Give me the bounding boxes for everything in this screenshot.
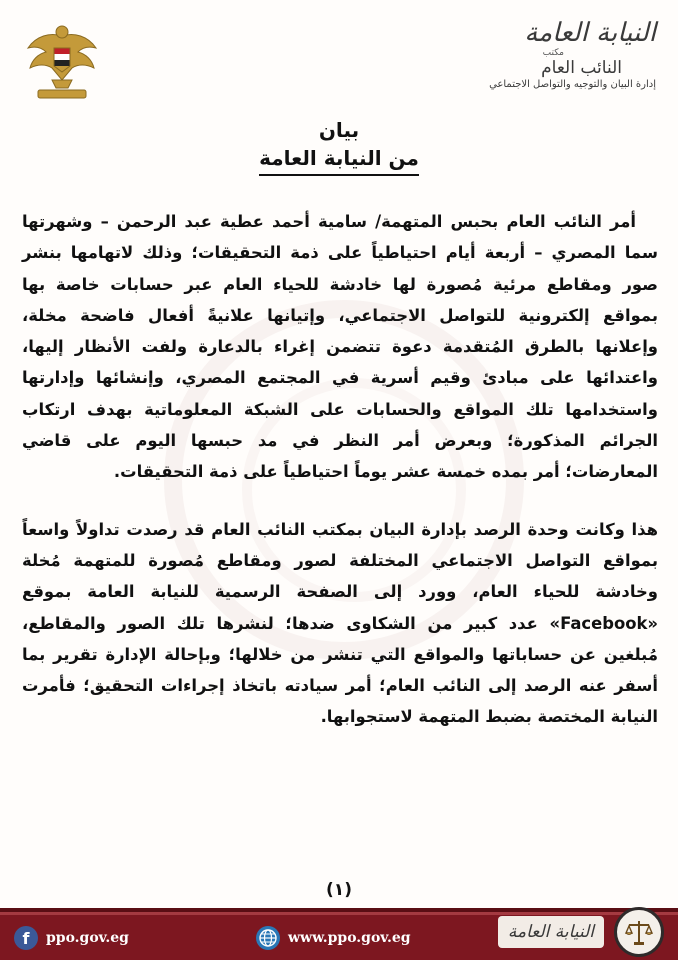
scales-seal-icon: [614, 907, 664, 957]
page-number: (١): [326, 880, 352, 900]
facebook-handle: ppo.gov.eg: [46, 930, 129, 946]
department-name: إدارة البيان والتوجيه والتواصل الاجتماعي: [489, 79, 656, 90]
header-organization: [416, 18, 656, 92]
website-url: www.ppo.gov.eg: [288, 930, 411, 946]
office-name: النائب العام: [541, 58, 622, 78]
eagle-emblem-icon: [22, 18, 102, 106]
footer-facebook-link[interactable]: [14, 926, 129, 950]
statement-title-block: [0, 116, 678, 176]
globe-icon: [256, 926, 280, 950]
paragraph-1: أمر النائب العام بحبس المتهمة/ سامية أحمد عطية عبد الرحمن – وشهرتها سما المصري – أربعة أيام احتياطياً على ذمة التحقيقات؛ وذلك لاتهامها بنشر صور ومقاطع مرئية مُصورة لها خادشة للحياء العام عبر حسابات خاصة بها بمواقع إلكترونية للتواصل الاجتماعي، وإتيانها علانيةً أفعال فاضحة مخلة، وإعلانها بالطرق المُتقدمة دعوة تتضمن إغراء بالدعارة ولفت الأنظار إليها، واعتدائها على مبادئ وقيم أسرية في المجتمع المصري، وإنشائها وإدارتها واستخدامها تلك المواقع والحسابات على الشبكة المعلوماتية بهدف ارتكاب الجرائم المذكورة؛ وبعرض أمر النظر في مد حبسها اليوم على قاضي المعارضات؛ أمر بمده خمسة عشر يوماً احتياطياً على ذمة التحقيقات.: [22, 212, 658, 482]
facebook-icon: f: [14, 926, 38, 950]
statement-subtitle: من النيابة العامة: [259, 144, 419, 176]
org-name: النيابة العامة: [524, 18, 656, 48]
statement-title: بيان: [318, 118, 360, 142]
footer-website-link[interactable]: [256, 926, 411, 950]
statement-body: [22, 206, 658, 759]
paragraph-2: هذا وكانت وحدة الرصد بإدارة البيان بمكتب النائب العام قد رصدت تداولاً واسعاً بمواقع التواصل الاجتماعي المختلفة لصور ومقاطع مُصورة للمتهمة مُخلة وخادشة للحياء العام، وورد إلى الصفحة الرسمية للنيابة العامة بموقع «Facebook» عدد كبير من الشكاوى ضدها؛ لنشرها تلك الصور والمقاطع، مُبلغين عن حساباتها والمواقع التي تنشر من خلالها؛ وبإحالة الإدارة تقرير بما أسفر عنه الرصد إلى النائب العام؛ أمر سيادته باتخاذ إجراءات التحقيق؛ فأمرت النيابة المختصة بضبط المتهمة لاستجوابها.: [22, 519, 658, 727]
office-label-small: مكتب: [542, 48, 564, 58]
footer-brand: [498, 904, 664, 960]
footer-brand-name: النيابة العامة: [498, 916, 604, 948]
